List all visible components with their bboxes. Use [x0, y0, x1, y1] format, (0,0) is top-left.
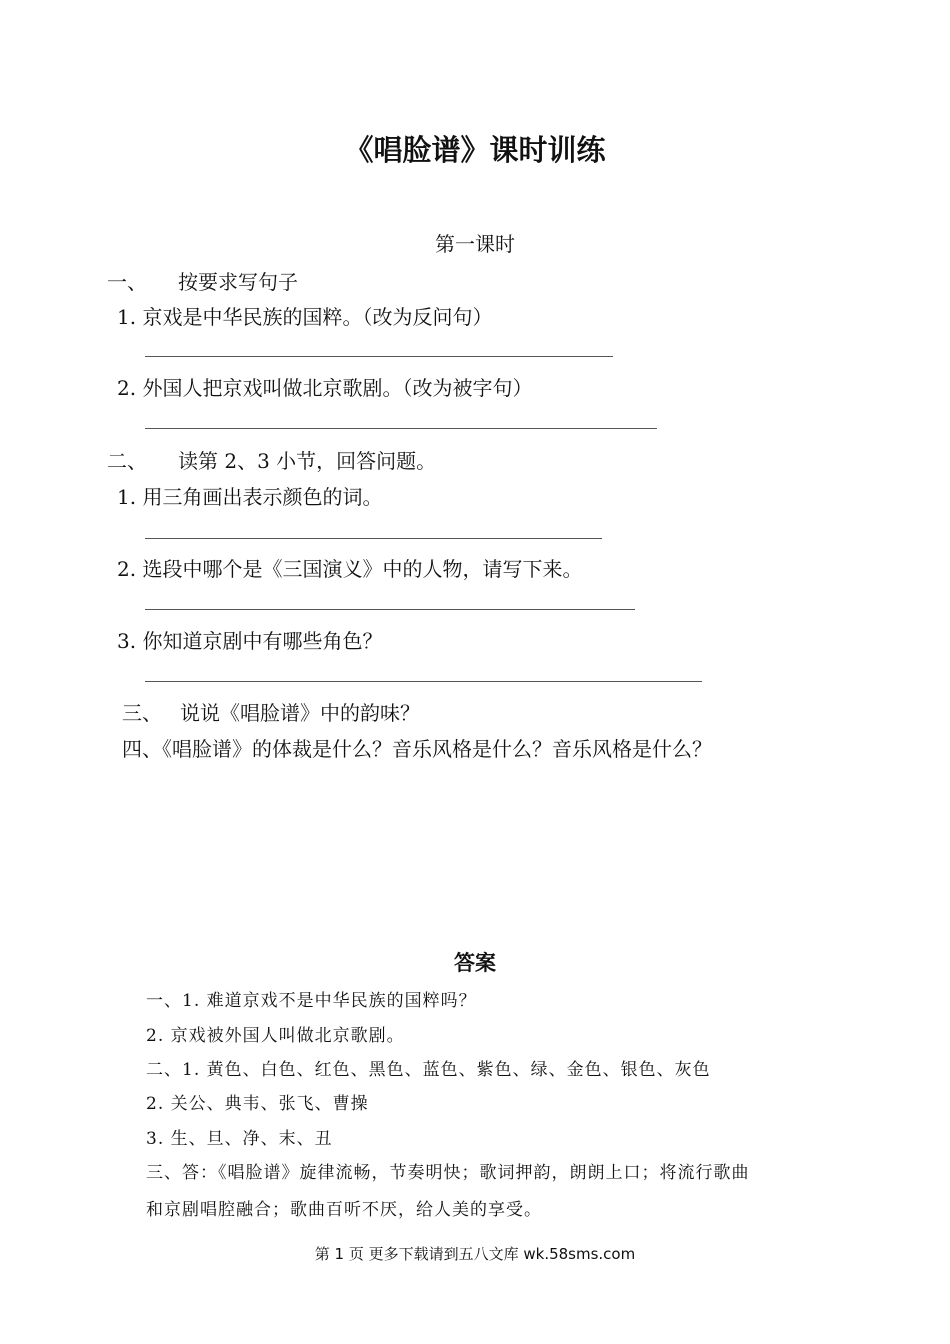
section3-number: 三、 [122, 701, 162, 725]
answer-line [145, 681, 702, 682]
answer-line [145, 356, 613, 357]
section2-number: 二、 [107, 449, 147, 473]
section1-heading: 按要求写句子 [178, 270, 298, 294]
answer-line-text: 二、1. 黄色、白色、红色、黑色、蓝色、紫色、绿、金色、银色、灰色 [146, 1060, 711, 1080]
page-footer: 第 1 页 更多下载请到五八文库 wk.58sms.com [314, 1245, 636, 1263]
answer-line-text: 3. 生、旦、净、末、丑 [146, 1129, 333, 1149]
answer-line-text: 和京剧唱腔融合；歌曲百听不厌，给人美的享受。 [146, 1200, 542, 1220]
answers-title: 答案 [454, 951, 496, 975]
page-title: 《唱脸谱》课时训练 [344, 133, 606, 167]
answer-line-text: 一、1. 难道京戏不是中华民族的国粹吗？ [146, 991, 477, 1011]
answer-line-text: 2. 京戏被外国人叫做北京歌剧。 [146, 1026, 405, 1046]
section2-question1: 1. 用三角画出表示颜色的词。 [117, 485, 383, 509]
answer-line [145, 428, 657, 429]
section2-question3: 3. 你知道京剧中有哪些角色？ [117, 629, 383, 653]
section1-question2: 2. 外国人把京戏叫做北京歌剧。（改为被字句） [117, 376, 533, 400]
section1-number: 一、 [107, 270, 147, 294]
section4-question: 四、《唱脸谱》的体裁是什么？音乐风格是什么？音乐风格是什么？ [122, 737, 712, 761]
section1-question1: 1. 京戏是中华民族的国粹。（改为反问句） [117, 305, 493, 329]
section2-heading: 读第 2、3 小节，回答问题。 [178, 449, 437, 473]
section3-question: 说说《唱脸谱》中的韵味？ [180, 701, 420, 725]
answer-line-text: 2. 关公、典韦、张飞、曹操 [146, 1094, 369, 1114]
section2-question2: 2. 选段中哪个是《三国演义》中的人物，请写下来。 [117, 557, 583, 581]
lesson-subtitle: 第一课时 [435, 232, 515, 256]
answer-line [145, 609, 635, 610]
answer-line-text: 三、答：《唱脸谱》旋律流畅，节奏明快；歌词押韵，朗朗上口；将流行歌曲 [146, 1163, 750, 1183]
answer-line [145, 538, 602, 539]
